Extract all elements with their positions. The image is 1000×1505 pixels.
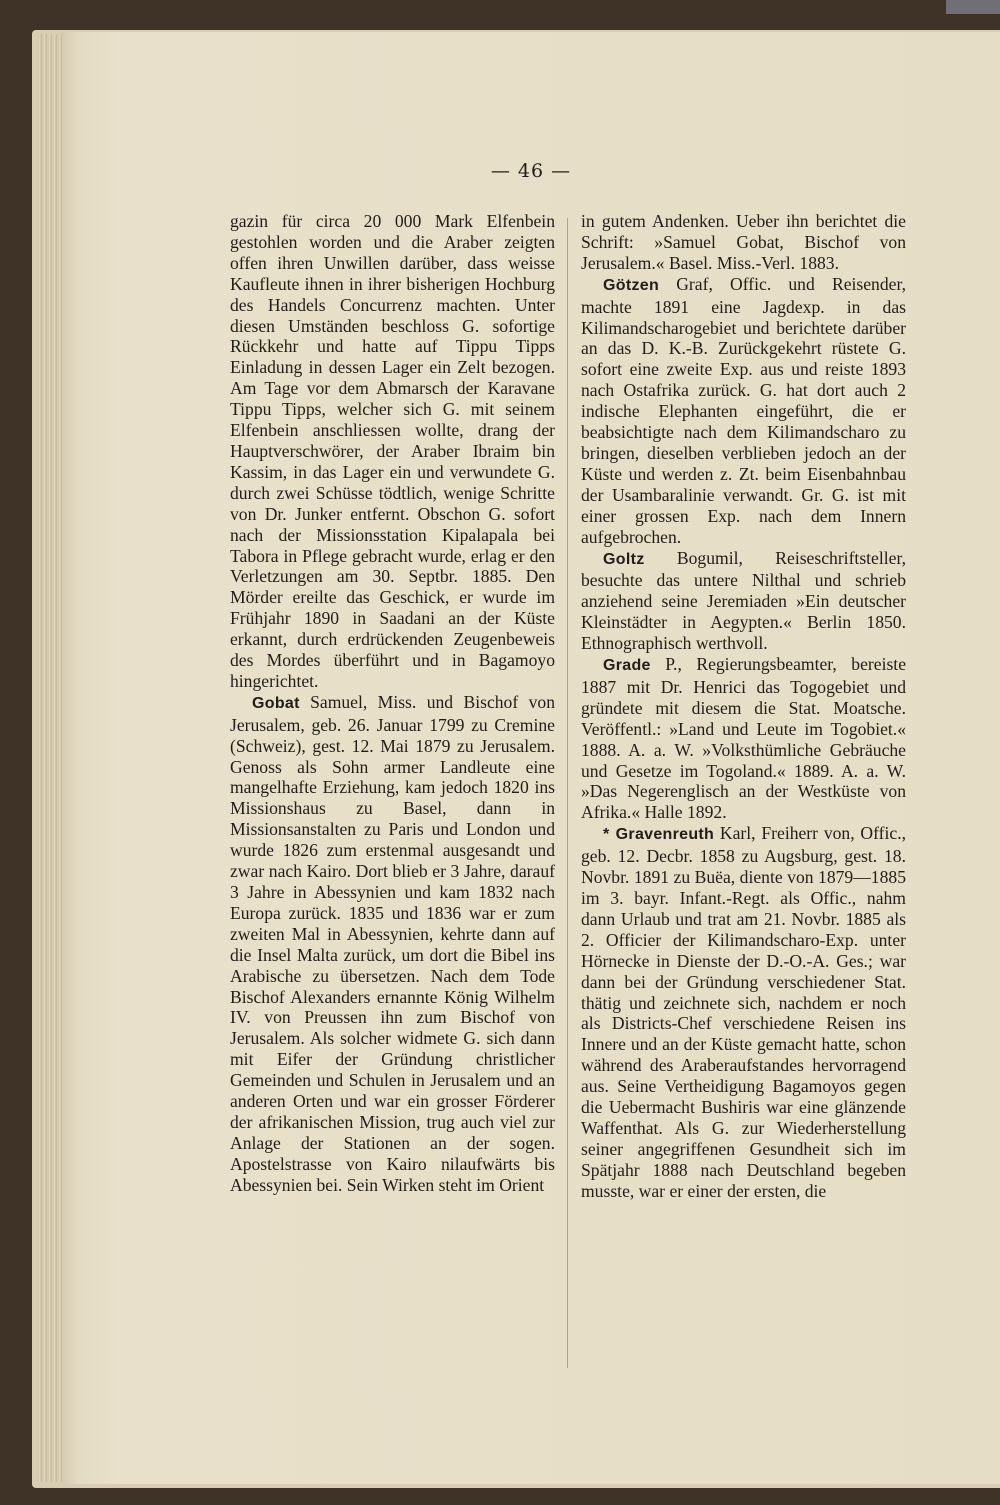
left-column <box>230 211 555 1196</box>
entry-gobat-text: Samuel, Miss. und Bischof von Jerusalem, geb. 26. Januar 1799 zu Cremine (Schweiz), gest. 12. Mai 1879 zu Jerusalem. Genoss als Sohn armer Landleute eine mangelhafte Erziehung, kam jedoch 1820 ins Missionshaus zu Basel, dann in Missionsanstalten zu Paris und London und wurde 1826 zum erstenmal ausgesandt und zwar nach Kairo. Dort blieb er 3 Jahre, darauf 3 Jahre in Abessynien und kam 1832 nach Europa zurück. 1835 und 1836 war er zum zweiten Mal in Abessynien, kehrte dann auf die Insel Malta zurück, um dort die Bibel ins Arabische zu übersetzen. Nach dem Tode Bischof Alexanders ernannte König Wilhelm IV. von Preussen ihn zum Bischof von Jerusalem. Als solcher widmete G. sich dann mit Eifer der Gründung christlicher Gemeinden und Schulen in Jerusalem und an anderen Orten und war ein grosser Förderer der afrikanischen Mission, trug auch viel zur Anlage der Stationen an der sogen. Apostelstrasse von Kairo nilaufwärts bis Abessynien bei. Sein Wirken steht im Orient <box>230 691 555 1195</box>
entry-gobat <box>230 692 555 1196</box>
entry-grade <box>581 654 906 823</box>
entry-gravenreuth <box>581 823 906 1201</box>
headword-gobat: Gobat <box>252 694 300 712</box>
column-divider <box>567 218 568 1368</box>
entry-goetzen-text: Graf, Offic. und Reisender, machte 1891 eine Jagdexp. in das Kilimandscharogebiet und berichtete darüber an das D. K.-B. Zurückgekehrt rüstete G. sofort eine zweite Exp. aus und reiste 1893 nach Ostafrika zurück. G. hat dort auch 2 indische Elephanten eingeführt, die er beabsichtigte nach dem Kilimandscharo zu bringen, dieselben verblieben jedoch an der Küste und werden z. Zt. beim Eisenbahnbau der Usambaralinie verwandt. Gr. G. ist mit einer grossen Exp. nach dem Innern aufgebrochen. <box>581 273 906 547</box>
headword-gravenreuth: Gravenreuth <box>615 826 715 844</box>
headword-grade: Grade <box>603 657 651 675</box>
entry-grade-text: P., Regierungsbeamter, bereiste 1887 mit Dr. Henrici das Togogebiet und gründete mit diesem die Stat. Moatsche. Veröffentl.: »Land und Leute im Togobiet.« 1888. A. a. W. »Volksthümliche Gebräuche und Gesetze im Togoland.« 1889. A. a. W. »Das Negerenglisch an der Westküste von Afrika.« Halle 1892. <box>581 654 906 823</box>
book-page <box>62 32 1000 1484</box>
asterisk-marker: * <box>603 826 616 844</box>
entry-goltz-text: Bogumil, Reiseschriftsteller, besuchte das untere Nilthal und schrieb anziehend seine Jeremiaden »Ein deutscher Kleinstädter in Aegypten.« Berlin 1850. Ethnographisch werthvoll. <box>581 547 906 654</box>
page-number: — 46 — <box>490 160 572 182</box>
paragraph-continuation: gazin für circa 20 000 Mark Elfenbein gestohlen worden und die Araber zeigten offen ihren Unwillen darüber, dass weisse Kaufleute ihnen in ihrer bisherigen Hochburg des Handels Concurrenz machten. Unter diesen Umständen beschloss G. sofortige Rückkehr und hatte auf Tippu Tipps Einladung in dessen Lager ein Zelt bezogen. Am Tage vor dem Abmarsch der Karavane Tippu Tipps, welcher sich G. mit seinem Elfenbein anschliessen wollte, drang der Hauptverschwörer, der Araber Ibraim bin Kassim, in das Lager ein und verwundete G. durch zwei Schüsse tödtlich, wenige Schritte von Dr. Junker entfernt. Obschon G. sofort nach der Missionsstation Kipalapala bei Tabora in Pflege gebracht wurde, erlag er den Verletzungen am 30. Septbr. 1885. Den Mörder ereilte das Geschick, er wurde im Frühjahr 1890 in Saadani an der Küste erkannt, durch erdrückenden Zeugenbeweis des Mordes überführt und in Bagamoyo hingerichtet. <box>230 211 555 691</box>
paragraph-continuation-right: in gutem Andenken. Ueber ihn berichtet die Schrift: »Samuel Gobat, Bischof von Jerusalem.« Basel. Miss.-Verl. 1883. <box>581 211 906 273</box>
entry-goltz <box>581 548 906 655</box>
entry-gravenreuth-text: Karl, Freiherr von, Offic., geb. 12. Decbr. 1858 zu Augsburg, gest. 18. Novbr. 1891 zu Buëa, diente von 1879—1885 im 3. bayr. Infant.-Regt. als Offic., nahm dann Urlaub und trat am 21. Novbr. 1885 als 2. Officier der Kilimandscharo-Exp. unter Hörnecke in Dienste der D.-O.-A. Ges.; war dann bei der Gründung verschiedener Stat. thätig und zeichnete sich, nachdem er noch als Districts-Chef verschiedene Reisen ins Innere und an der Küste gemacht hatte, schon während des Araberaufstandes hervorragend aus. Seine Vertheidigung Bagamoyos gegen die Uebermacht Bushiris war eine glänzende Waffenthat. Als G. zur Wiederherstellung seiner angegriffenen Gesundheit sich im Spätjahr 1888 nach Deutschland begeben musste, war er einer der ersten, die <box>581 823 906 1201</box>
scan-corner-mark <box>946 0 1000 14</box>
headword-goetzen: Götzen <box>603 276 660 294</box>
entry-goetzen <box>581 274 906 548</box>
headword-goltz: Goltz <box>603 550 645 568</box>
right-column <box>581 211 906 1202</box>
